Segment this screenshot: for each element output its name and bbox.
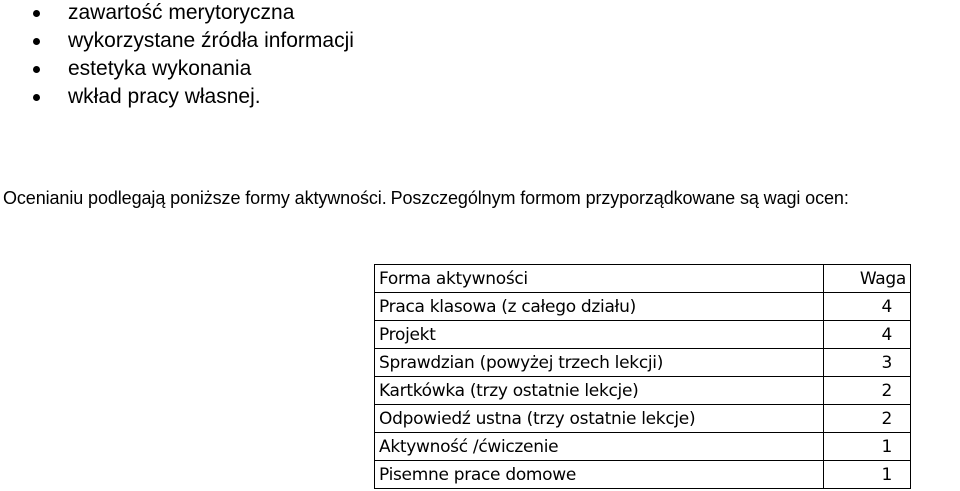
intro-paragraph (3, 187, 849, 209)
bullet-item (0, 28, 354, 56)
table-header-row (375, 265, 911, 293)
bullet-dot-icon (33, 94, 40, 101)
cell-form: Praca klasowa (z całego działu) (375, 293, 824, 321)
bullet-dot-icon (33, 10, 40, 17)
cell-form: Kartkówka (trzy ostatnie lekcje) (375, 377, 824, 405)
bullet-dot-icon (33, 38, 40, 45)
bullet-text: wkład pracy własnej. (68, 85, 261, 108)
cell-weight: 4 (824, 321, 911, 349)
header-weight: Waga (824, 265, 911, 293)
bullet-text: estetyka wykonania (68, 57, 252, 80)
bullet-dot-icon (33, 66, 40, 73)
cell-weight: 2 (824, 377, 911, 405)
cell-form: Pisemne prace domowe (375, 461, 824, 489)
table-row (375, 405, 911, 433)
bullet-text: wykorzystane źródła informacji (68, 29, 354, 52)
cell-form: Odpowiedź ustna (trzy ostatnie lekcje) (375, 405, 824, 433)
header-form: Forma aktywności (375, 265, 824, 293)
intro-sentence-1: Ocenianiu podlegają poniższe formy aktywności. (3, 188, 387, 208)
cell-weight: 3 (824, 349, 911, 377)
bullet-item (0, 56, 354, 84)
table-row (375, 349, 911, 377)
bullet-item (0, 0, 354, 28)
cell-weight: 2 (824, 405, 911, 433)
bullet-item (0, 84, 354, 112)
criteria-bullet-list (0, 0, 354, 112)
table-row (375, 461, 911, 489)
cell-weight: 1 (824, 461, 911, 489)
bullet-text: zawartość merytoryczna (68, 1, 295, 24)
cell-form: Projekt (375, 321, 824, 349)
table-row (375, 293, 911, 321)
cell-form: Sprawdzian (powyżej trzech lekcji) (375, 349, 824, 377)
intro-sentence-2: Poszczególnym formom przyporządkowane są wagi ocen: (390, 188, 849, 208)
cell-weight: 1 (824, 433, 911, 461)
table-row (375, 377, 911, 405)
cell-form: Aktywność /ćwiczenie (375, 433, 824, 461)
cell-weight: 4 (824, 293, 911, 321)
activity-weights-table (374, 264, 911, 489)
table-row (375, 321, 911, 349)
table-row (375, 433, 911, 461)
